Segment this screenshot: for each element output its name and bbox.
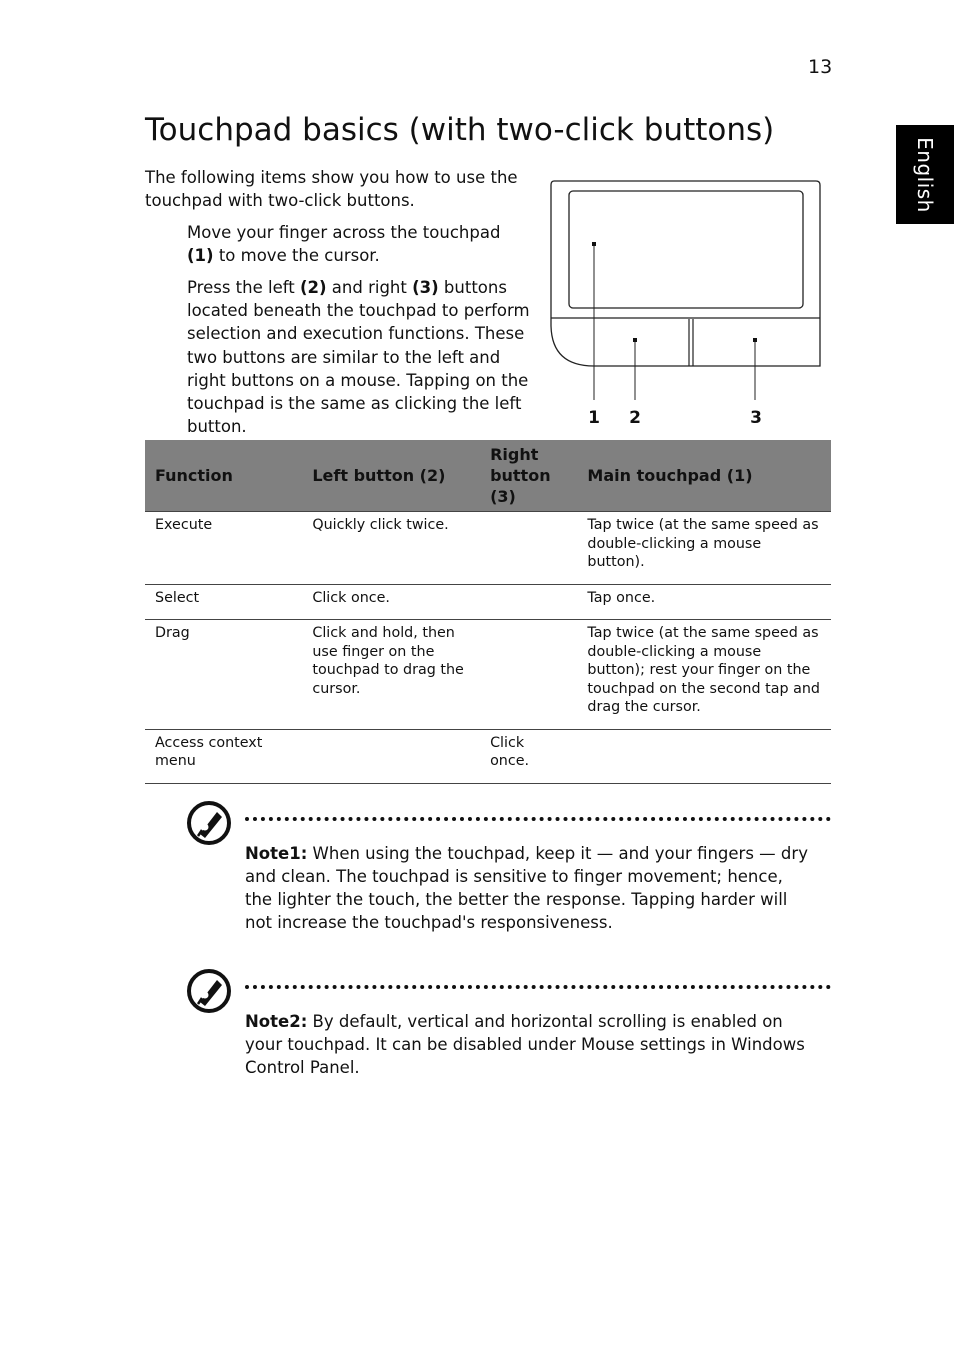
note-label: Note1: [245, 844, 308, 863]
header-main-touchpad: Main touchpad (1) [577, 440, 831, 512]
bullet-buttons [187, 276, 532, 438]
header-right-button: Right button (3) [480, 440, 577, 512]
touchpad-diagram [548, 178, 824, 434]
header-function: Function [145, 440, 302, 512]
table-row [145, 512, 831, 585]
note-2 [245, 1010, 815, 1079]
cell-left: Click once. [302, 584, 480, 620]
cell-function: Drag [145, 620, 302, 730]
intro-paragraph: The following items show you how to use the touchpad with two-click buttons. [145, 168, 518, 210]
bullet-ref: (2) [299, 278, 327, 297]
bullet-move-cursor [187, 221, 532, 267]
note-divider [245, 817, 831, 821]
touchpad-outline [551, 181, 820, 366]
bullet-text: to move the cursor. [213, 246, 380, 266]
header-left-button: Left button (2) [302, 440, 480, 512]
cell-touchpad: Tap twice (at the same speed as double-clicking a mouse button); rest your finger on the touchpad on the second tap and drag the cursor. [577, 620, 831, 730]
language-tab-label: English [913, 136, 937, 213]
note-text: When using the touchpad, keep it — and your fingers — dry and clean. The touchpad is sensitive to finger movement; hence, the lighter the touch, the better the response. Tapping harder will not increase the touchpad's responsiveness. [245, 844, 808, 932]
cell-left [302, 729, 480, 783]
cell-touchpad [577, 729, 831, 783]
cell-left: Quickly click twice. [302, 512, 480, 585]
language-tab [896, 125, 954, 224]
note-pen-icon [186, 968, 232, 1014]
label-2: 2 [629, 408, 641, 428]
label-1: 1 [588, 408, 600, 428]
cell-right [480, 620, 577, 730]
cell-function: Execute [145, 512, 302, 585]
page-title: Touchpad basics (with two-click buttons) [145, 112, 775, 148]
table-row [145, 620, 831, 730]
note-pen-icon [186, 800, 232, 846]
cell-function: Access context menu [145, 729, 302, 783]
bullet-text: buttons located beneath the touchpad to perform selection and execution functions. These two buttons are similar to the left and right buttons on a mouse. Tapping on the touchpad is the same as clicking the left button. [187, 278, 530, 437]
cell-left: Click and hold, then use finger on the touchpad to drag the cursor. [302, 620, 480, 730]
cell-function: Select [145, 584, 302, 620]
function-table [145, 440, 831, 784]
cell-touchpad: Tap twice (at the same speed as double-clicking a mouse button). [577, 512, 831, 585]
cell-right [480, 512, 577, 585]
bullet-text: and right [326, 278, 413, 297]
note-text: By default, vertical and horizontal scrolling is enabled on your touchpad. It can be disabled under Mouse settings in Windows Control Panel. [245, 1012, 805, 1077]
table-row [145, 729, 831, 783]
callout-dot-1 [592, 242, 596, 246]
label-3: 3 [750, 408, 762, 428]
touchpad-surface [569, 191, 803, 308]
bullet-ref: (3) [412, 278, 439, 297]
bullet-text: Press the left [187, 278, 300, 297]
note-label: Note2: [245, 1012, 308, 1031]
note-1 [245, 842, 815, 934]
cell-right: Click once. [480, 729, 577, 783]
table-header-row [145, 440, 831, 512]
callout-dot-2 [633, 338, 637, 342]
bullet-ref: (1) [187, 246, 214, 266]
cell-right [480, 584, 577, 620]
callout-dot-3 [753, 338, 757, 342]
table-row [145, 584, 831, 620]
bullet-text: Move your finger across the touchpad [187, 223, 501, 242]
cell-touchpad: Tap once. [577, 584, 831, 620]
page-number: 13 [808, 56, 833, 78]
note-divider [245, 985, 831, 989]
